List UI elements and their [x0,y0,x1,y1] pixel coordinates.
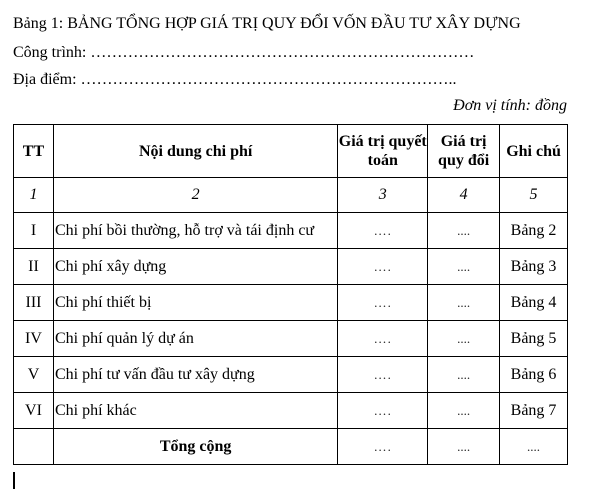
row-note[interactable]: Bảng 6 [500,357,568,393]
table-row [14,285,568,321]
placeholder-dots: …. [373,258,392,274]
column-number-row [14,178,568,213]
placeholder-dots: …. [373,330,392,346]
row-settled-value[interactable] [338,321,428,357]
table-row [14,213,568,249]
cost-summary-table [13,124,568,465]
row-converted-value[interactable] [428,357,500,393]
row-note[interactable]: Bảng 3 [500,249,568,285]
project-name-line[interactable]: Công trình: ……………………………………………………………… [13,44,475,61]
column-number: 3 [338,178,428,213]
document-title: Bảng 1: BẢNG TỔNG HỢP GIÁ TRỊ QUY ĐỔI VỐN ĐẦU TƯ XÂY DỰNG [13,15,521,32]
total-note[interactable] [500,429,568,465]
placeholder-dots: …. [373,438,392,454]
row-note[interactable]: Bảng 5 [500,321,568,357]
row-content[interactable]: Chi phí tư vấn đầu tư xây dựng [53,357,337,393]
location-line[interactable]: Địa điểm: …………………………………………………………….. [13,71,457,88]
row-settled-value[interactable] [338,249,428,285]
column-number: 2 [53,178,337,213]
total-converted-value[interactable] [428,429,500,465]
total-tt [14,429,54,465]
row-converted-value[interactable] [428,213,500,249]
row-settled-value[interactable] [338,285,428,321]
placeholder-dots: …. [373,366,392,382]
row-settled-value[interactable] [338,393,428,429]
row-note[interactable]: Bảng 7 [500,393,568,429]
header-content: Nội dung chi phí [53,125,337,178]
row-converted-value[interactable] [428,393,500,429]
total-label: Tổng cộng [53,429,337,465]
placeholder-dots: .... [457,258,471,274]
header-converted-value: Giá trị quy đổi [428,125,500,178]
placeholder-dots: …. [373,222,392,238]
placeholder-dots: .... [457,366,471,382]
row-tt: II [14,249,54,285]
row-content[interactable]: Chi phí xây dựng [53,249,337,285]
column-number: 4 [428,178,500,213]
placeholder-dots: …. [373,402,392,418]
row-content[interactable]: Chi phí bồi thường, hỗ trợ và tái định cư [53,213,337,249]
placeholder-dots: .... [457,438,471,454]
row-content[interactable]: Chi phí thiết bị [53,285,337,321]
row-note[interactable]: Bảng 2 [500,213,568,249]
column-number: 1 [14,178,54,213]
row-tt: IV [14,321,54,357]
header-tt: TT [14,125,54,178]
header-note: Ghi chú [500,125,568,178]
row-tt: V [14,357,54,393]
row-settled-value[interactable] [338,357,428,393]
total-settled-value[interactable] [338,429,428,465]
row-tt: VI [14,393,54,429]
text-cursor [13,472,15,489]
row-note[interactable]: Bảng 4 [500,285,568,321]
placeholder-dots: .... [457,330,471,346]
row-settled-value[interactable] [338,213,428,249]
row-converted-value[interactable] [428,249,500,285]
placeholder-dots: .... [457,402,471,418]
header-settled-value: Giá trị quyết toán [338,125,428,178]
total-row [14,429,568,465]
table-row [14,321,568,357]
row-content[interactable]: Chi phí quản lý dự án [53,321,337,357]
row-converted-value[interactable] [428,285,500,321]
row-content[interactable]: Chi phí khác [53,393,337,429]
table-row [14,249,568,285]
table-header-row [14,125,568,178]
row-converted-value[interactable] [428,321,500,357]
unit-label: Đơn vị tính: đồng [453,97,567,114]
placeholder-dots: .... [457,294,471,310]
placeholder-dots: .... [527,438,541,454]
table-row [14,357,568,393]
row-tt: III [14,285,54,321]
row-tt: I [14,213,54,249]
column-number: 5 [500,178,568,213]
placeholder-dots: .... [457,222,471,238]
placeholder-dots: …. [373,294,392,310]
table-row [14,393,568,429]
